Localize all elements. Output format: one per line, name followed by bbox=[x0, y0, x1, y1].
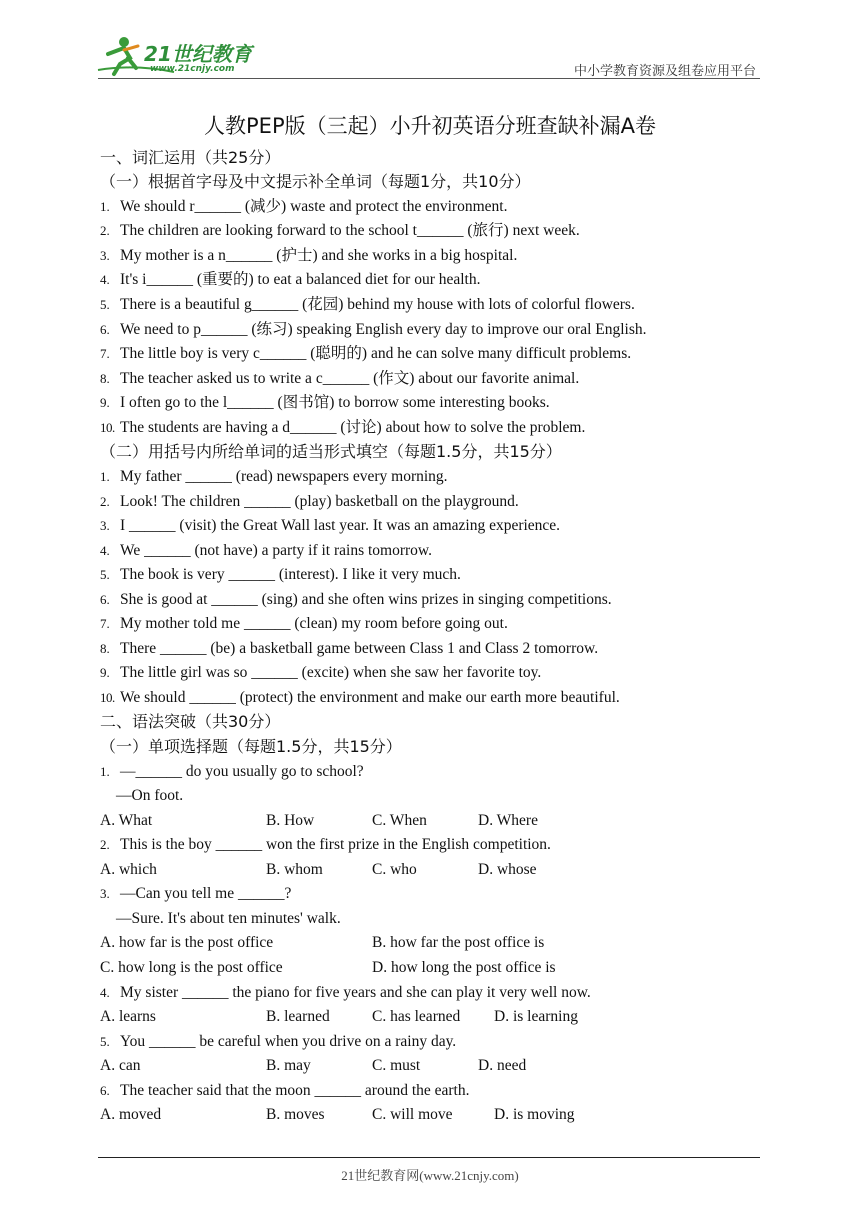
question-stem: 1. —______ do you usually go to school? bbox=[100, 763, 364, 780]
option-b: B. how far the post office is bbox=[372, 934, 545, 951]
list-item: 10. The students are having a d______ (讨论) about how to solve the problem. bbox=[100, 419, 586, 436]
list-item: 8. There ______ (be) a basketball game between Class 1 and Class 2 tomorrow. bbox=[100, 640, 599, 657]
logo-text: 21世纪教育 bbox=[144, 42, 252, 66]
question-stem: 3. —Can you tell me ______? bbox=[100, 885, 292, 902]
header-platform-text: 中小学教育资源及组卷应用平台 bbox=[573, 64, 756, 79]
option-c: C. has learned bbox=[372, 1008, 461, 1025]
option-c: C. When bbox=[372, 812, 427, 829]
option-d: D. how long the post office is bbox=[372, 959, 556, 976]
question-reply: —On foot. bbox=[116, 787, 184, 804]
logo-url: www.21cnjy.com bbox=[150, 64, 235, 74]
option-d: D. whose bbox=[478, 861, 537, 878]
list-item: 2. Look! The children ______ (play) basketball on the playground. bbox=[100, 493, 519, 510]
option-a: A. how far is the post office bbox=[100, 934, 274, 951]
option-d: D. need bbox=[478, 1057, 527, 1074]
option-b: B. learned bbox=[266, 1008, 330, 1025]
part1-heading: 一、词汇运用（共25分） bbox=[100, 148, 281, 167]
list-item: 8. The teacher asked us to write a c______ (作文) about our favorite animal. bbox=[100, 370, 580, 387]
part2-heading: 二、语法突破（共30分） bbox=[100, 712, 281, 731]
option-c: C. will move bbox=[372, 1106, 453, 1123]
footer-divider bbox=[98, 1157, 760, 1158]
option-b: B. whom bbox=[266, 861, 323, 878]
option-c: C. must bbox=[372, 1057, 421, 1074]
list-item: 9. I often go to the l______ (图书馆) to borrow some interesting books. bbox=[100, 394, 550, 411]
footer-text: 21世纪教育网(www.21cnjy.com) bbox=[341, 1168, 519, 1183]
option-d: D. is learning bbox=[494, 1008, 578, 1025]
option-a: A. which bbox=[100, 861, 157, 878]
list-item: 7. My mother told me ______ (clean) my room before going out. bbox=[100, 615, 508, 632]
part1-sub1-heading: （一）根据首字母及中文提示补全单词（每题1分，共10分） bbox=[100, 172, 531, 191]
option-d: D. is moving bbox=[494, 1106, 575, 1123]
option-a: A. learns bbox=[100, 1008, 156, 1025]
list-item: 6. We need to p______ (练习) speaking English every day to improve our oral English. bbox=[100, 321, 647, 338]
page-title: 人教PEP版（三起）小升初英语分班查缺补漏A卷 bbox=[204, 114, 656, 138]
option-c: C. who bbox=[372, 861, 417, 878]
list-item: 4. It's i______ (重要的) to eat a balanced diet for our health. bbox=[100, 271, 481, 288]
question-stem: 4. My sister ______ the piano for five years and she can play it very well now. bbox=[100, 984, 591, 1001]
option-b: B. How bbox=[266, 812, 315, 829]
list-item: 2. The children are looking forward to the school t______ (旅行) next week. bbox=[100, 222, 580, 239]
header-divider bbox=[98, 78, 760, 79]
option-b: B. may bbox=[266, 1057, 311, 1074]
part1-sub2-heading: （二）用括号内所给单词的适当形式填空（每题1.5分，共15分） bbox=[100, 442, 562, 461]
list-item: 9. The little girl was so ______ (excite) when she saw her favorite toy. bbox=[100, 664, 542, 681]
part2-sub1-heading: （一）单项选择题（每题1.5分，共15分） bbox=[100, 737, 402, 756]
option-a: A. can bbox=[100, 1057, 141, 1074]
list-item: 3. I ______ (visit) the Great Wall last year. It was an amazing experience. bbox=[100, 517, 561, 534]
question-stem: 5. You ______ be careful when you drive on a rainy day. bbox=[100, 1033, 457, 1050]
list-item: 1. We should r______ (减少) waste and protect the environment. bbox=[100, 198, 508, 215]
site-logo bbox=[94, 34, 264, 78]
question-stem: 6. The teacher said that the moon ______ around the earth. bbox=[100, 1082, 470, 1099]
list-item: 4. We ______ (not have) a party if it rains tomorrow. bbox=[100, 542, 432, 559]
option-d: D. Where bbox=[478, 812, 538, 829]
list-item: 6. She is good at ______ (sing) and she often wins prizes in singing competitions. bbox=[100, 591, 612, 608]
option-b: B. moves bbox=[266, 1106, 325, 1123]
list-item: 5. There is a beautiful g______ (花园) behind my house with lots of colorful flowers. bbox=[100, 296, 635, 313]
list-item: 10. We should ______ (protect) the environment and make our earth more beautiful. bbox=[100, 689, 620, 706]
option-c: C. how long is the post office bbox=[100, 959, 283, 976]
option-a: A. moved bbox=[100, 1106, 162, 1123]
list-item: 7. The little boy is very c______ (聪明的) and he can solve many difficult problems. bbox=[100, 345, 632, 362]
list-item: 3. My mother is a n______ (护士) and she works in a big hospital. bbox=[100, 247, 518, 264]
question-stem: 2. This is the boy ______ won the first prize in the English competition. bbox=[100, 836, 551, 853]
option-a: A. What bbox=[100, 812, 153, 829]
list-item: 1. My father ______ (read) newspapers every morning. bbox=[100, 468, 448, 485]
list-item: 5. The book is very ______ (interest). I like it very much. bbox=[100, 566, 461, 583]
question-reply: —Sure. It's about ten minutes' walk. bbox=[116, 910, 341, 927]
